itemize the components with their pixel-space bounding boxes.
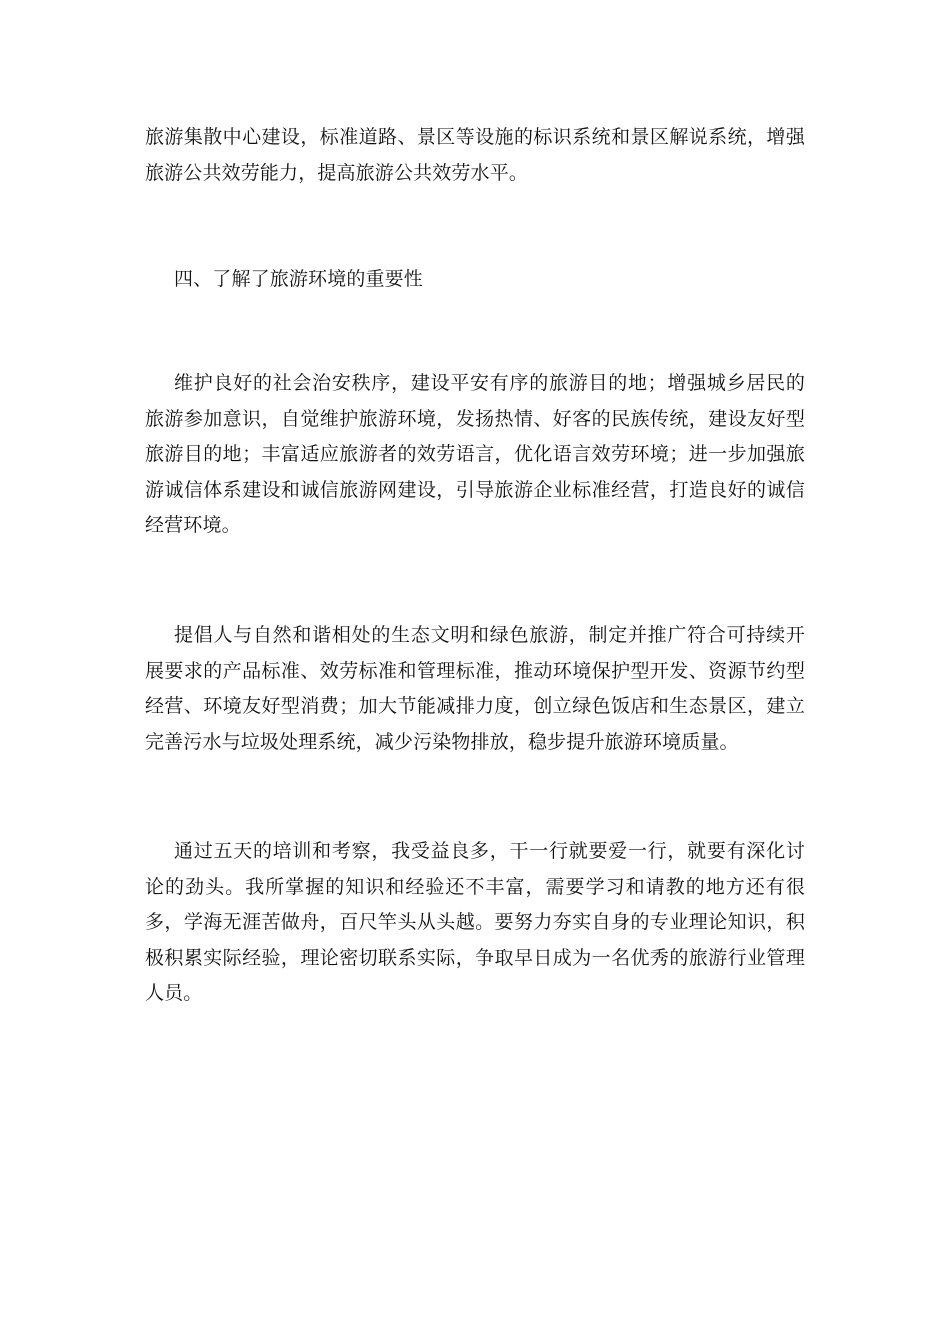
paragraph-social-order: 维护良好的社会治安秩序，建设平安有序的旅游目的地；增强城乡居民的旅游参加意识，自觉维护旅游环境，发扬热情、好客的民族传统，建设友好型旅游目的地；丰富适应旅游者的效劳语言，优化语言效劳环境；进一步加强旅游诚信体系建设和诚信旅游网建设，引导旅游企业标准经营，打造良好的诚信经营环境。 bbox=[145, 372, 805, 536]
paragraph-tourism-service: 旅游集散中心建设，标准道路、景区等设施的标识系统和景区解说系统，增强旅游公共效劳能力，提高旅游公共效劳水平。 bbox=[145, 126, 805, 184]
paragraph-ecological-tourism: 提倡人与自然和谐相处的生态文明和绿色旅游，制定并推广符合可持续开展要求的产品标准、效劳标准和管理标准，推动环境保护型开发、资源节约型经营、环境友好型消费；加大节能减排力度，创立绿色饭店和生态景区，建立完善污水与垃圾处理系统，减少污染物排放，稳步提升旅游环境质量。 bbox=[145, 624, 805, 753]
section-heading-tourism-environment: 四、了解了旅游环境的重要性 bbox=[174, 268, 423, 290]
paragraph-training-summary: 通过五天的培训和考察，我受益良多，干一行就要爱一行，就要有深化讨论的劲头。我所掌握的知识和经验还不丰富，需要学习和请教的地方还有很多，学海无涯苦做舟，百尺竿头从头越。要努力夯实自身的专业理论知识，积极积累实际经验，理论密切联系实际，争取早日成为一名优秀的旅游行业管理人员。 bbox=[145, 840, 805, 1004]
